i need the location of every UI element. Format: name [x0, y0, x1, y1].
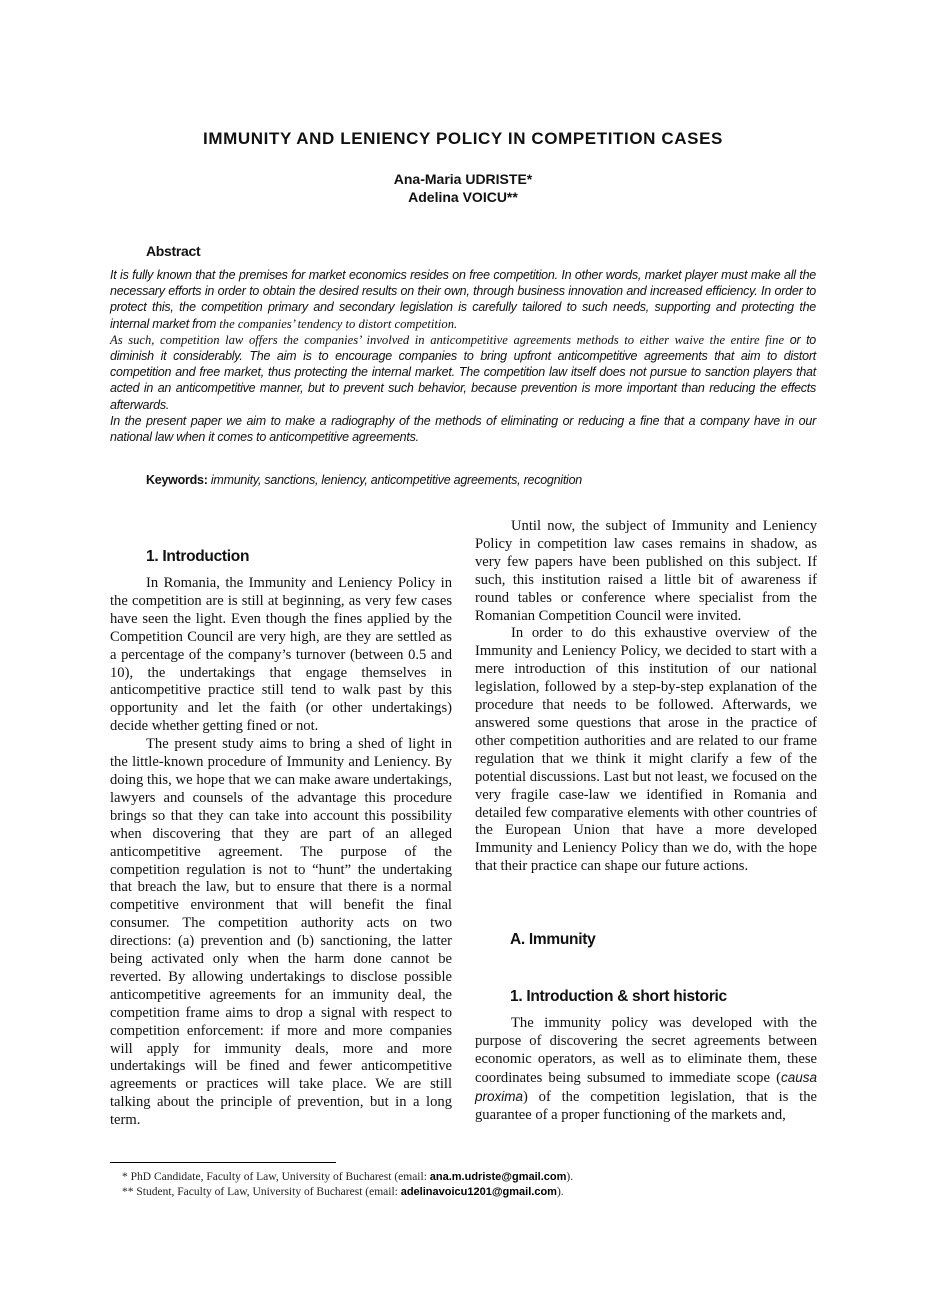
abstract-paragraph-2: As such, competition law offers the companies’ involved in anticompetitive agreements methods to either waive the entire fine or to diminish it considerably. The aim is to encourage companies to bring upfront anticompetitive agreements that aim to distort competition and free market, thus protecting the internal market. The competition law itself does not pursue to sanction players that acted in an anticompetitive manner, but to prevent such behavior, because prevention is more important than reducing the effects afterwards. — [110, 332, 816, 412]
paper-title: IMMUNITY AND LENIENCY POLICY IN COMPETITION CASES — [203, 129, 723, 148]
footnote-1: * PhD Candidate, Faculty of Law, University of Bucharest (email: ana.m.udriste@gmail.com). — [122, 1171, 574, 1183]
section-heading-introduction: 1. Introduction — [146, 548, 250, 565]
abstract-paragraph-1: It is fully known that the premises for market economics resides on free competition. In other words, market player must make all the necessary efforts in order to obtain the desired results on their own, through business innovation and increased efficiency. In order to protect this, the competition primary and secondary legislation is carefully tailored to such needs, supporting and protecting the internal market from the companies’ tendency to distort competition. — [110, 268, 816, 331]
author-2: Adelina VOICU** — [408, 189, 518, 205]
left-column — [110, 575, 452, 1130]
intro-paragraph-2: The present study aims to bring a shed of light in the little-known procedure of Immunity and Leniency. By doing this, we hope that we can make aware undertakings, lawyers and counsels of the advantage this procedure brings so that they can take into account this possibility when discovering that they are part of an alleged anticompetitive agreement. The purpose of the competition regulation is not to “hunt” the undertaking that breach the law, but to ensure that there is a normal competitive environment that will benefit the final consumer. The competition authority acts on two directions: (a) prevention and (b) sanctioning, the latter being activated only when the harm done cannot be reverted. By allowing undertakings to disclose possible anticompetitive agreements for an immunity deal, the competition frame aims to drop a signal with respect to competition enforcement: if more and more companies will apply for immunity deals, more and more undertakings will be fined and fewer anticompetitive agreements or practices will take place. We are still talking about the principle of prevention, but in a long term. — [110, 736, 452, 1129]
keywords-line — [146, 473, 582, 487]
footnotes — [110, 1170, 816, 1200]
email-link-2[interactable]: adelinavoicu1201@gmail.com — [400, 1186, 557, 1198]
footnote-divider — [110, 1162, 336, 1163]
author-1: Ana-Maria UDRISTE* — [393, 171, 533, 187]
latin-term: causa proxima — [475, 1069, 817, 1104]
abstract-paragraph-3: In the present paper we aim to make a radiography of the methods of eliminating or reducing a fine that a company have in our national law when it comes to anticompetitive agreements. — [110, 413, 816, 445]
section-heading-immunity: A. Immunity — [510, 931, 596, 948]
right-column-lower — [475, 1015, 817, 1124]
email-link-1[interactable]: ana.m.udriste@gmail.com — [429, 1171, 567, 1183]
immunity-paragraph-1: The immunity policy was developed with the purpose of discovering the secret agreements between economic operators, as well as to eliminate them, these coordinates being subsumed to immediate scope (causa proxima) of the competition legislation, that is the guarantee of a proper functioning of the markets and, — [475, 1015, 817, 1123]
keywords-label: Keywords: — [146, 473, 208, 487]
right-column — [475, 518, 817, 876]
right-paragraph-1: Until now, the subject of Immunity and Leniency Policy in competition law cases remains in shadow, as very few papers have been published on this subject. If such, this institution raised a little bit of awareness if round tables or conference where specialist from the Romanian Competition Council were invited. — [475, 518, 817, 624]
author-list — [110, 170, 816, 206]
subsection-heading-historic: 1. Introduction & short historic — [510, 988, 727, 1005]
abstract-heading: Abstract — [146, 243, 201, 259]
intro-paragraph-1: In Romania, the Immunity and Leniency Policy in the competition are is still at beginning, as very few cases have seen the light. Even though the fines applied by the Competition Council are very high, are they are settled as a percentage of the company’s turnover (between 0.5 and 10), the undertakings that engage themselves in anticompetitive practice still tend to walk past by this opportunity and let the faith (or other undertakings) decide whether getting fined or not. — [110, 575, 452, 735]
abstract-body — [110, 267, 816, 445]
footnote-2: ** Student, Faculty of Law, University of Bucharest (email: adelinavoicu1201@gmail.com). — [122, 1186, 564, 1198]
keywords-terms: immunity, sanctions, leniency, anticompetitive agreements, recognition — [207, 473, 582, 487]
right-paragraph-2: In order to do this exhaustive overview of the Immunity and Leniency Policy, we decided to start with a mere introduction of this institution of our national legislation, followed by a step-by-step explanation of the procedure that needs to be followed. Afterwards, we answered some questions that arose in the practice of other competition authorities and are related to our frame regulation that we think it might clarify a few of the potential discussions. Last but not least, we focused on the very fragile case-law we identified in Romania and detailed few comparative elements with other countries of the European Union that have a more developed Immunity and Leniency Policy than we do, with the hope that their practice can shape our future actions. — [475, 625, 817, 875]
